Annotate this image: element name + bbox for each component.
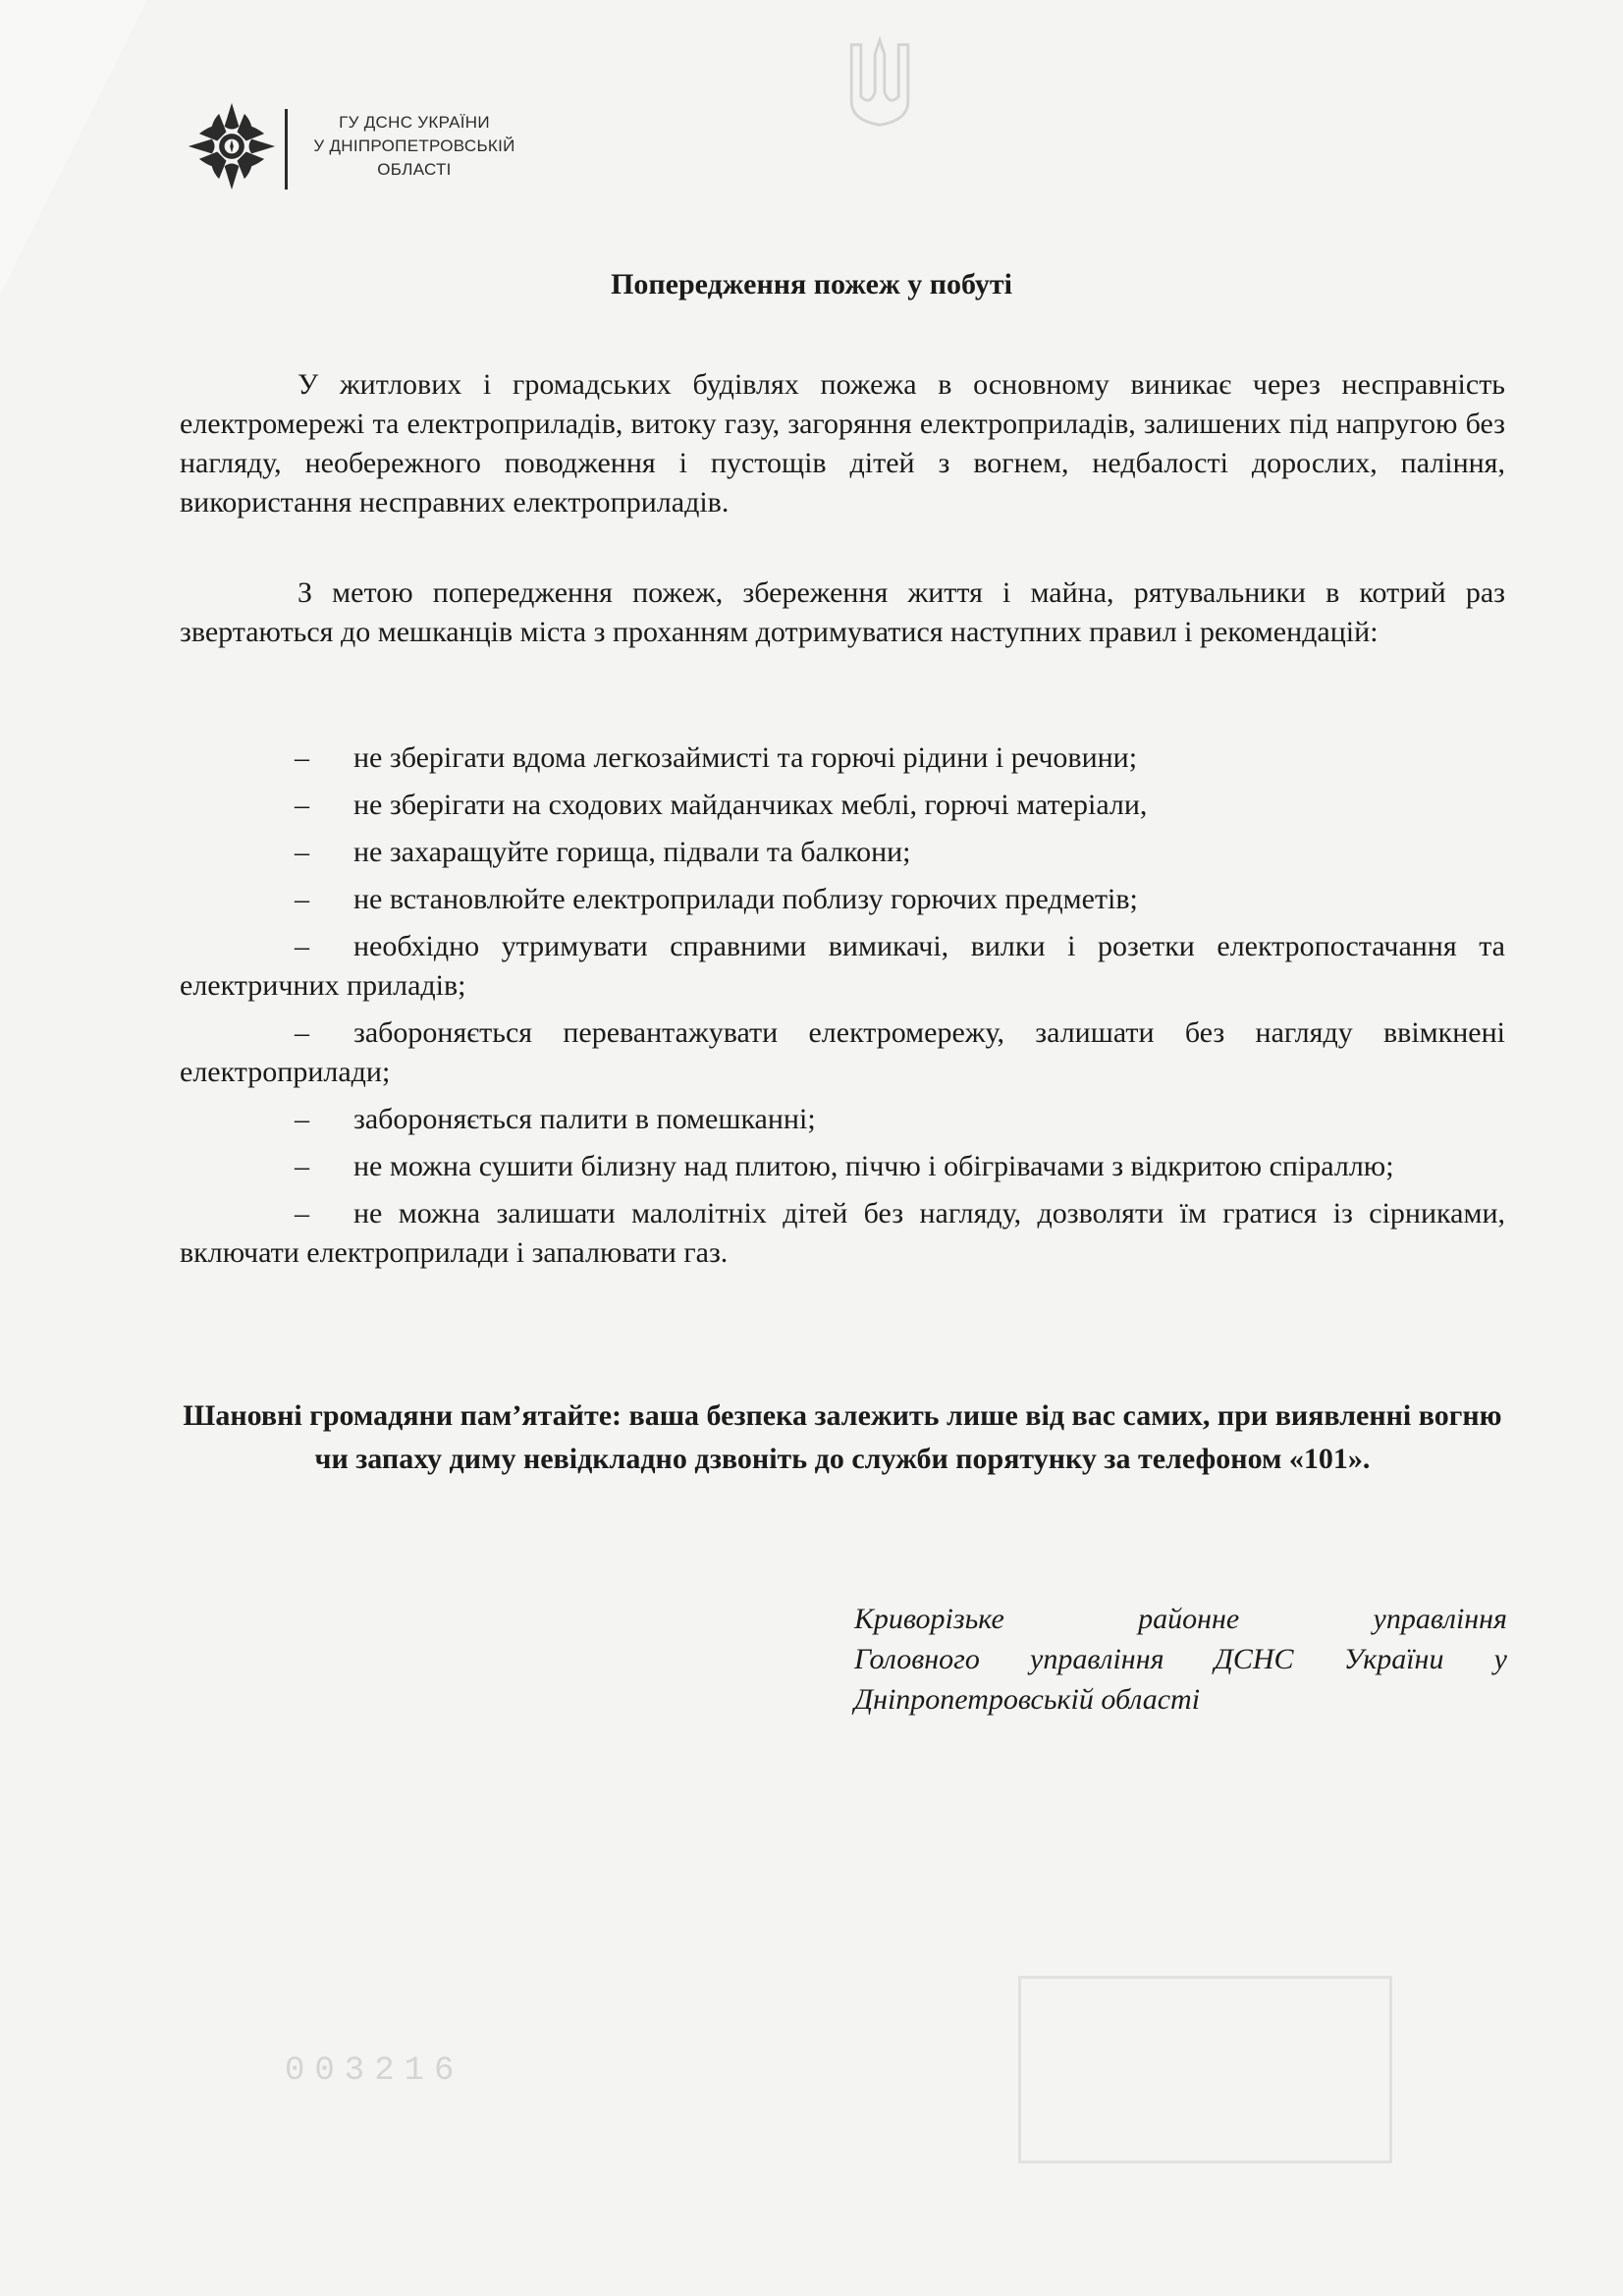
list-dash: –	[295, 930, 309, 962]
stamp-watermark	[1018, 1976, 1392, 2163]
list-item	[180, 738, 1505, 778]
list-item	[180, 833, 1505, 872]
list-dash: –	[295, 883, 309, 915]
logo-divider	[285, 109, 288, 190]
list-item	[180, 1147, 1505, 1186]
rule-text: забороняється перевантажувати електромережу, залишати без нагляду ввімкнені електроприлади;	[180, 1016, 1505, 1088]
rule-text: не зберігати вдома легкозаймисті та горючі рідини і речовини;	[353, 741, 1138, 774]
rule-text: не встановлюйте електроприлади поблизу горючих предметів;	[353, 883, 1138, 915]
list-dash: –	[295, 1150, 309, 1182]
list-dash: –	[295, 1016, 309, 1049]
signature-block	[854, 1599, 1507, 1720]
list-item	[180, 1013, 1505, 1092]
list-dash: –	[295, 789, 309, 821]
appeal-text: З метою попередження пожеж, збереження життя і майна, рятувальники в котрий раз звертаються до мешканців міста з проханням дотримуватися наступних правил і рекомендацій:	[180, 576, 1505, 648]
intro-text: У житлових і громадських будівлях пожежа в основному виникає через несправність електромережі та електроприладів, витоку газу, загоряння електроприладів, залишених під напругою без нагляду, необережного поводження і пустощів дітей з вогнем, недбалості дорослих, паління, використання несправних електроприладів.	[180, 368, 1505, 519]
logo-text	[297, 111, 532, 182]
trident-watermark-icon	[833, 35, 927, 130]
signature-line: Головного управління ДСНС України у	[854, 1643, 1507, 1675]
signature-line: Дніпропетровській області	[854, 1683, 1201, 1716]
appeal-paragraph	[180, 574, 1505, 652]
list-item	[180, 1100, 1505, 1139]
logo-line: У ДНІПРОПЕТРОВСЬКІЙ	[313, 137, 515, 155]
list-item	[180, 786, 1505, 825]
rule-text: необхідно утримувати справними вимикачі, вилки і розетки електропостачання та електричних приладів;	[180, 930, 1505, 1002]
list-dash: –	[295, 1103, 309, 1135]
list-dash: –	[295, 741, 309, 774]
list-item	[180, 927, 1505, 1006]
page-fold-corner	[0, 0, 147, 295]
dsns-logo	[187, 101, 540, 199]
rule-text: не захаращуйте горища, підвали та балкони;	[353, 836, 911, 868]
rule-text: не зберігати на сходових майданчиках меблі, горючі матеріали,	[353, 789, 1148, 821]
serial-number-watermark: 003216	[285, 2052, 464, 2090]
list-dash: –	[295, 836, 309, 868]
list-item	[180, 880, 1505, 919]
cross-emblem-icon	[187, 101, 277, 191]
list-item	[180, 1194, 1505, 1273]
logo-line: ГУ ДСНС УКРАЇНИ	[339, 113, 490, 132]
logo-line: ОБЛАСТІ	[377, 160, 452, 179]
intro-paragraph	[180, 365, 1505, 522]
safety-warning: Шановні громадяни пам’ятайте: ваша безпека залежить лише від вас самих, при виявленні вогню чи запаху диму невідкладно дзвоніть до служби порятунку за телефоном «101».	[183, 1399, 1502, 1475]
rules-list	[180, 738, 1505, 1281]
rule-text: не можна сушити білизну над плитою, піччю і обігрівачами з відкритою спіраллю;	[353, 1150, 1394, 1182]
list-dash: –	[295, 1197, 309, 1230]
rule-text: не можна залишати малолітніх дітей без нагляду, дозволяти їм гратися із сірниками, включати електроприлади і запалювати газ.	[180, 1197, 1505, 1269]
rule-text: забороняється палити в помешканні;	[353, 1103, 816, 1135]
signature-line: Криворізьке районне управління	[854, 1603, 1507, 1635]
document-title: Попередження пожеж у побуті	[611, 268, 1012, 301]
